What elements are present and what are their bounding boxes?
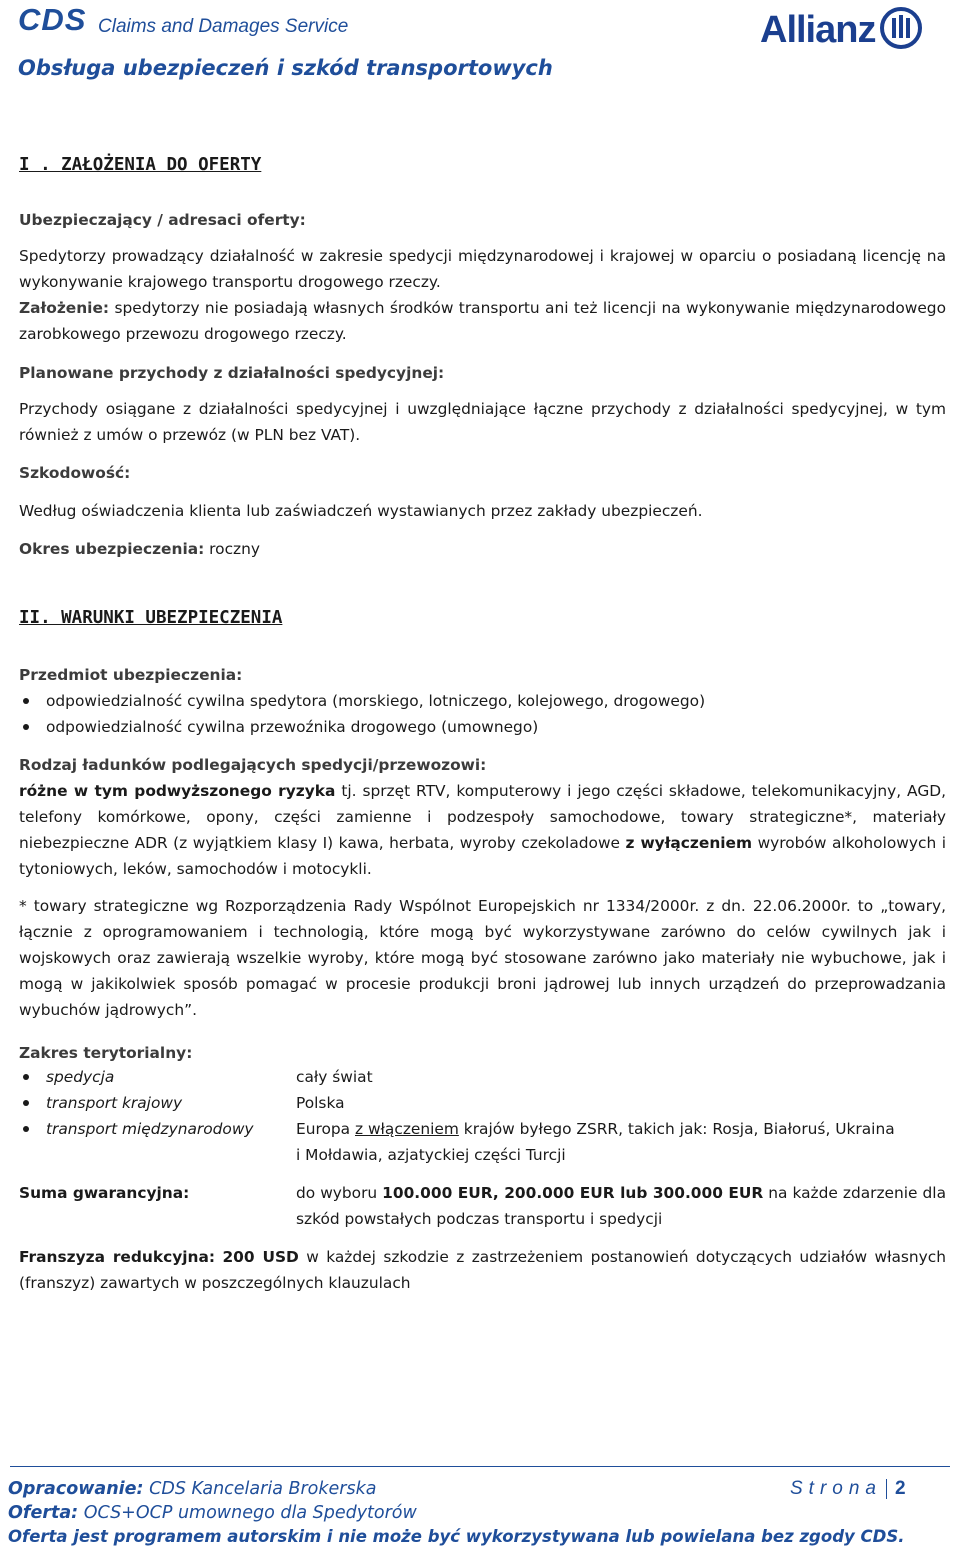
allianz-logo-text: Allianz: [760, 8, 876, 51]
insured-text: Spedytorzy prowadzący działalność w zakresie spedycji międzynarodowej i krajowej w oparciu o posiadaną licencję na wykonywanie krajowego transportu drogowego rzeczy.: [19, 247, 946, 291]
territory-label: Zakres terytorialny:: [19, 1044, 193, 1062]
revenue-text: Przychody osiągane z działalności spedycyjnej i uwzględniające łączne przychody z działalności spedycyjnej, w tym również z umów o przewóz (w PLN bez VAT).: [19, 400, 946, 444]
cargo-label: Rodzaj ładunków podlegających spedycji/przewozowi:: [19, 756, 487, 774]
territory-value-post: krajów byłego ZSRR, takich jak: Rosja, Białoruś, Ukraina i Mołdawia, azjatyckiej części Turcji: [296, 1120, 895, 1164]
cargo-exclusion-text: wyrobów alkoholowych i tytoniowych, leków, samochodów i motocykli.: [19, 834, 946, 878]
prepared-value: CDS Kancelaria Brokerska: [149, 1479, 377, 1499]
section-heading-assumptions: I . ZAŁOŻENIA DO OFERTY: [19, 155, 262, 175]
page-number: 2: [894, 1478, 906, 1499]
sum-amounts: 100.000 EUR, 200.000 EUR lub 300.000 EUR: [382, 1184, 764, 1202]
cargo-bold: różne w tym podwyższonego ryzyka: [19, 782, 336, 800]
territory-value: [296, 1116, 896, 1168]
list-item-text: odpowiedzialność cywilna spedytora (morskiego, lotniczego, kolejowego, drogowego): [46, 692, 706, 710]
deductible-row: [19, 1244, 946, 1296]
period-value: roczny: [209, 540, 260, 558]
page-indicator: [790, 1478, 906, 1500]
bullet-icon: [23, 724, 29, 730]
brand-subtitle: Claims and Damages Service: [98, 16, 349, 37]
territory-key: transport międzynarodowy: [46, 1120, 254, 1138]
allianz-eagle-circle-icon: [879, 6, 923, 54]
assumption-text: spedytorzy nie posiadają własnych środków transportu ani też licencji na wykonywanie międzynarodowego zarobkowego przewozu drogowego rzeczy.: [19, 299, 946, 343]
brand-logo-text: CDS: [18, 2, 87, 37]
losses-text: Według oświadczenia klienta lub zaświadczeń wystawianych przez zakłady ubezpieczeń.: [19, 502, 703, 520]
territory-key: spedycja: [46, 1068, 115, 1086]
page-separator: [886, 1479, 887, 1499]
list-item-text: odpowiedzialność cywilna przewoźnika drogowego (umownego): [46, 718, 539, 736]
allianz-logo: [760, 6, 923, 54]
footer-divider: [10, 1466, 950, 1467]
territory-value: Polska: [296, 1094, 345, 1112]
sum-post: na każde zdarzenie dla szkód powstałych podczas transportu i spedycji: [296, 1184, 946, 1228]
territory-value: cały świat: [296, 1068, 373, 1086]
strategic-goods-footnote: * towary strategiczne wg Rozporządzenia Rady Wspólnot Europejskich nr 1334/2000r. z dn. 22.06.2000r. to „towary, łącznie z oprogramowaniem i technologią, które mogą być wykorzystywane zarówno do celów cywilnych jak i wojskowych oraz zawierają wszelkie wyroby, które mogą być stosowane zarówno jako materiały nie wybuchowe, jak i mogą w jakikolwiek sposób pomagać w procesie produkcji broni jądrowej lub innych urządzeń do przeprowadzania wybuchów jądrowych”.: [19, 897, 946, 1019]
deductible-text: w każdej szkodzie z zastrzeżeniem postanowień dotyczących udziałów własnych (franszyz) zawartych w poszczególnych klauzulach: [19, 1248, 947, 1292]
territory-value-pre: Europa: [296, 1120, 351, 1138]
cargo-paragraph: [19, 778, 946, 882]
bullet-icon: [23, 1074, 29, 1080]
bullet-icon: [23, 698, 29, 704]
insured-label: Ubezpieczający / adresaci oferty:: [19, 211, 306, 229]
sum-label: Suma gwarancyjna:: [19, 1184, 190, 1202]
offer-value: OCS+OCP umownego dla Spedytorów: [83, 1503, 417, 1523]
period-row: [19, 536, 946, 562]
period-label: Okres ubezpieczenia:: [19, 540, 205, 558]
assumption-paragraph: [19, 295, 946, 347]
page-label: Strona: [790, 1478, 882, 1499]
deductible-value: 200 USD: [222, 1248, 299, 1266]
sum-value: [296, 1180, 946, 1232]
footer-copyright: Oferta jest programem autorskim i nie może być wykorzystywana lub powielana bez zgody CDS.: [8, 1527, 905, 1546]
prepared-label: Opracowanie:: [8, 1479, 144, 1499]
bullet-icon: [23, 1126, 29, 1132]
territory-value-underlined: z włączeniem: [355, 1120, 459, 1138]
section-heading-conditions: II. WARUNKI UBEZPIECZENIA: [19, 608, 283, 628]
subject-label: Przedmiot ubezpieczenia:: [19, 666, 243, 684]
losses-label: Szkodowość:: [19, 464, 131, 482]
document-title: Obsługa ubezpieczeń i szkód transportowych: [18, 56, 553, 80]
footer-prepared: [8, 1479, 376, 1499]
footer-offer: [8, 1503, 417, 1523]
cargo-exclusion-bold: z wyłączeniem: [625, 834, 753, 852]
deductible-label: Franszyza redukcyjna:: [19, 1248, 216, 1266]
offer-label: Oferta:: [8, 1503, 79, 1523]
cargo-text: tj. sprzęt RTV, komputerowy i jego części składowe, telekomunikacyjny, AGD, telefony komórkowe, opony, części zamienne i podzespoły samochodowe, towary strategiczne*, materiały niebezpieczne ADR (z wyjątkiem klasy I) kawa, herbata, wyroby czekoladowe: [19, 782, 946, 852]
sum-pre: do wyboru: [296, 1184, 378, 1202]
assumption-label: Założenie:: [19, 299, 110, 317]
bullet-icon: [23, 1100, 29, 1106]
territory-key: transport krajowy: [46, 1094, 183, 1112]
revenue-label: Planowane przychody z działalności spedycyjnej:: [19, 364, 445, 382]
